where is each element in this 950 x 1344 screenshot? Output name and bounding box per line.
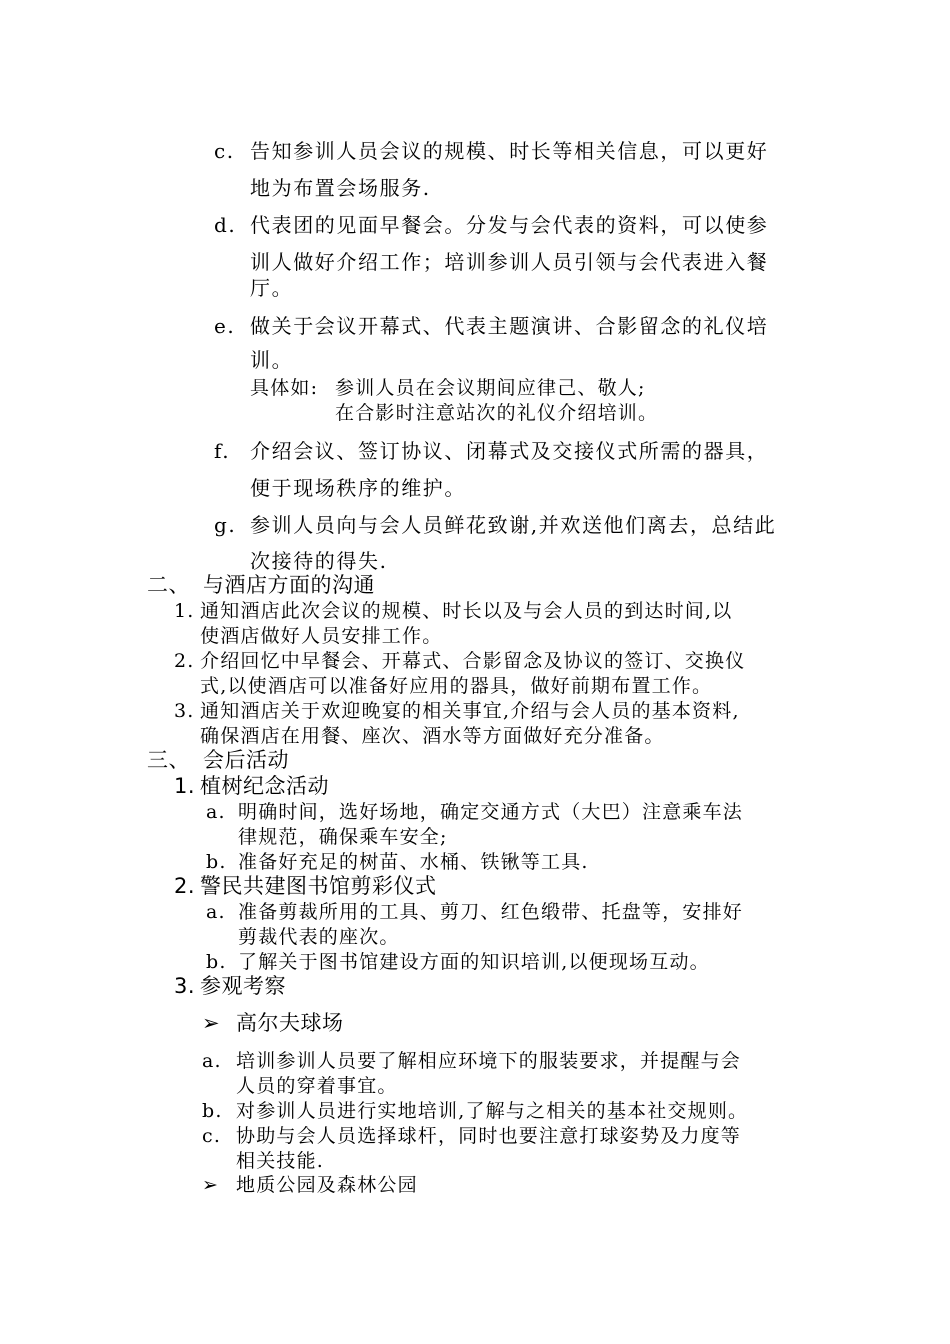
item-marker: b. <box>202 1100 223 1122</box>
section-number: 二、 <box>147 573 190 597</box>
item-marker: a. <box>202 1050 222 1072</box>
list-item <box>206 799 743 825</box>
item-text: 介绍会议、签订协议、闭幕式及交接仪式所需的器具， <box>250 439 769 463</box>
item-marker: a. <box>206 801 226 823</box>
item-text: 对参训人员进行实地培训,了解与之相关的基本社交规则。 <box>236 1100 749 1122</box>
section-title: 会后活动 <box>203 748 289 772</box>
list-item-g <box>214 512 776 538</box>
item-marker: c. <box>214 139 235 163</box>
list-item <box>174 698 740 724</box>
item-marker: f. <box>214 439 231 463</box>
item-text: 使酒店做好人员安排工作。 <box>200 625 443 647</box>
item-text: 训。 <box>250 348 294 372</box>
bullet-title: 高尔夫球场 <box>236 1011 344 1035</box>
subsection-title: 警民共建图书馆剪彩仪式 <box>200 874 437 898</box>
item-marker: 1. <box>174 600 195 622</box>
item-text: 相关技能. <box>236 1150 325 1172</box>
section-heading <box>147 572 375 598</box>
item-marker: a. <box>206 901 226 923</box>
bullet-heading <box>202 1010 344 1036</box>
item-marker: g. <box>214 513 237 537</box>
list-item <box>202 1048 741 1074</box>
item-marker: d. <box>214 213 237 237</box>
item-text: 准备好充足的树苗、水桶、铁锹等工具. <box>238 851 589 873</box>
subsection-title: 参观考察 <box>200 974 286 998</box>
item-text: 训人做好介绍工作；培训参训人员引领与会代表进入餐 <box>250 250 769 274</box>
item-text: 地为布置会场服务. <box>250 176 431 200</box>
item-text: 培训参训人员要了解相应环境下的服装要求，并提醒与会 <box>236 1050 742 1072</box>
item-text: 确保酒店在用餐、座次、酒水等方面做好充分准备。 <box>200 725 665 747</box>
item-marker: b. <box>206 851 227 873</box>
item-text: 了解关于图书馆建设方面的知识培训,以便现场互动。 <box>238 951 710 973</box>
item-marker: e. <box>214 314 236 338</box>
item-text: 通知酒店此次会议的规模、时长以及与会人员的到达时间,以 <box>200 600 733 622</box>
subsection-number: 2. <box>174 874 196 898</box>
list-item-f <box>214 438 768 464</box>
list-item <box>206 899 743 925</box>
subsection-number: 3. <box>174 974 196 998</box>
item-marker: b. <box>206 951 227 973</box>
item-text: 剪裁代表的座次。 <box>238 926 400 948</box>
item-text: 做关于会议开幕式、代表主题演讲、合影留念的礼仪培 <box>250 314 769 338</box>
arrow-bullet-icon: ➢ <box>202 1011 221 1035</box>
list-item <box>206 949 710 975</box>
subsection-number: 1. <box>174 774 196 798</box>
arrow-bullet-icon: ➢ <box>202 1174 220 1196</box>
list-item <box>202 1123 741 1149</box>
subsection-title: 植树纪念活动 <box>200 774 329 798</box>
item-text: 人员的穿着事宜。 <box>236 1075 398 1097</box>
section-number: 三、 <box>147 748 190 772</box>
bullet-title: 地质公园及森林公园 <box>236 1174 418 1196</box>
bullet-heading <box>202 1172 418 1198</box>
item-text: 律规范，确保乘车安全; <box>238 826 448 848</box>
item-text: 便于现场秩序的维护。 <box>250 476 466 500</box>
item-text: 准备剪裁所用的工具、剪刀、红色缎带、托盘等，安排好 <box>238 901 744 923</box>
subsection-heading <box>174 973 286 999</box>
list-item <box>202 1098 748 1124</box>
list-item-d <box>214 212 768 238</box>
list-item <box>174 648 745 674</box>
detail-text: 在合影时注意站次的礼仪介绍培训。 <box>335 402 659 424</box>
item-text: 式,以使酒店可以准备好应用的器具，做好前期布置工作。 <box>200 675 713 697</box>
item-text: 次接待的得失. <box>250 549 388 573</box>
list-item-e <box>214 313 768 339</box>
list-item <box>174 598 732 624</box>
item-marker: 2. <box>174 650 195 672</box>
item-marker: c. <box>202 1125 222 1147</box>
item-marker: 3. <box>174 700 195 722</box>
item-text: 厅。 <box>250 276 294 300</box>
detail-label: 具体如: <box>250 377 319 399</box>
item-text: 代表团的见面早餐会。分发与会代表的资料，可以使参 <box>250 213 769 237</box>
item-text: 通知酒店关于欢迎晚宴的相关事宜,介绍与会人员的基本资料, <box>200 700 740 722</box>
list-item-c <box>214 138 768 164</box>
item-text: 协助与会人员选择球杆，同时也要注意打球姿势及力度等 <box>236 1125 742 1147</box>
item-text: 明确时间，选好场地，确定交通方式（大巴）注意乘车法 <box>238 801 744 823</box>
detail-text: 参训人员在会议期间应律己、敬人; <box>335 377 646 399</box>
section-heading <box>147 747 289 773</box>
item-text: 参训人员向与会人员鲜花致谢,并欢送他们离去，总结此 <box>250 513 777 537</box>
subsection-heading <box>174 773 329 799</box>
item-text: 介绍回忆中早餐会、开幕式、合影留念及协议的签订、交换仪 <box>200 650 746 672</box>
subsection-heading <box>174 873 437 899</box>
list-item <box>206 849 589 875</box>
item-text: 告知参训人员会议的规模、时长等相关信息，可以更好 <box>250 139 769 163</box>
section-title: 与酒店方面的沟通 <box>203 573 375 597</box>
